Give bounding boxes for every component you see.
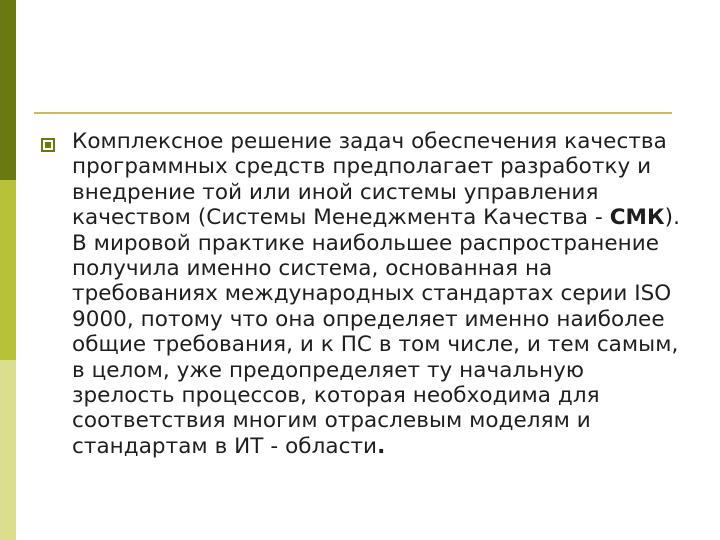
bullet-paragraph: [72, 129, 682, 459]
square-bullet-icon: [41, 138, 55, 152]
paragraph-abbreviation: СМК: [609, 205, 665, 231]
sidebar-accent-mid: [0, 180, 16, 360]
paragraph-text-part2: ). В мировой практике наибольшее распространение получила именно система, основанная на требованиях международных стандартах серии ISO 9000, потому что она определяет именно наиболее общие требования, и к ПС в том числе, и тем самым, в целом, уже предопределяет ту начальную зрелость процессов, которая необходима для соответствия многим отраслевым моделям и стандартам в ИТ - области: [72, 205, 680, 459]
paragraph-text-part1: Комплексное решение задач обеспечения качества программных средств предполагает разработку и внедрение той или иной системы управления качеством (Системы Менеджмента Качества -: [72, 129, 667, 231]
title-divider: [34, 112, 672, 114]
sidebar-accent-dark: [0, 0, 16, 180]
sidebar-accent-light: [0, 360, 16, 540]
paragraph-final-period: .: [377, 433, 386, 459]
